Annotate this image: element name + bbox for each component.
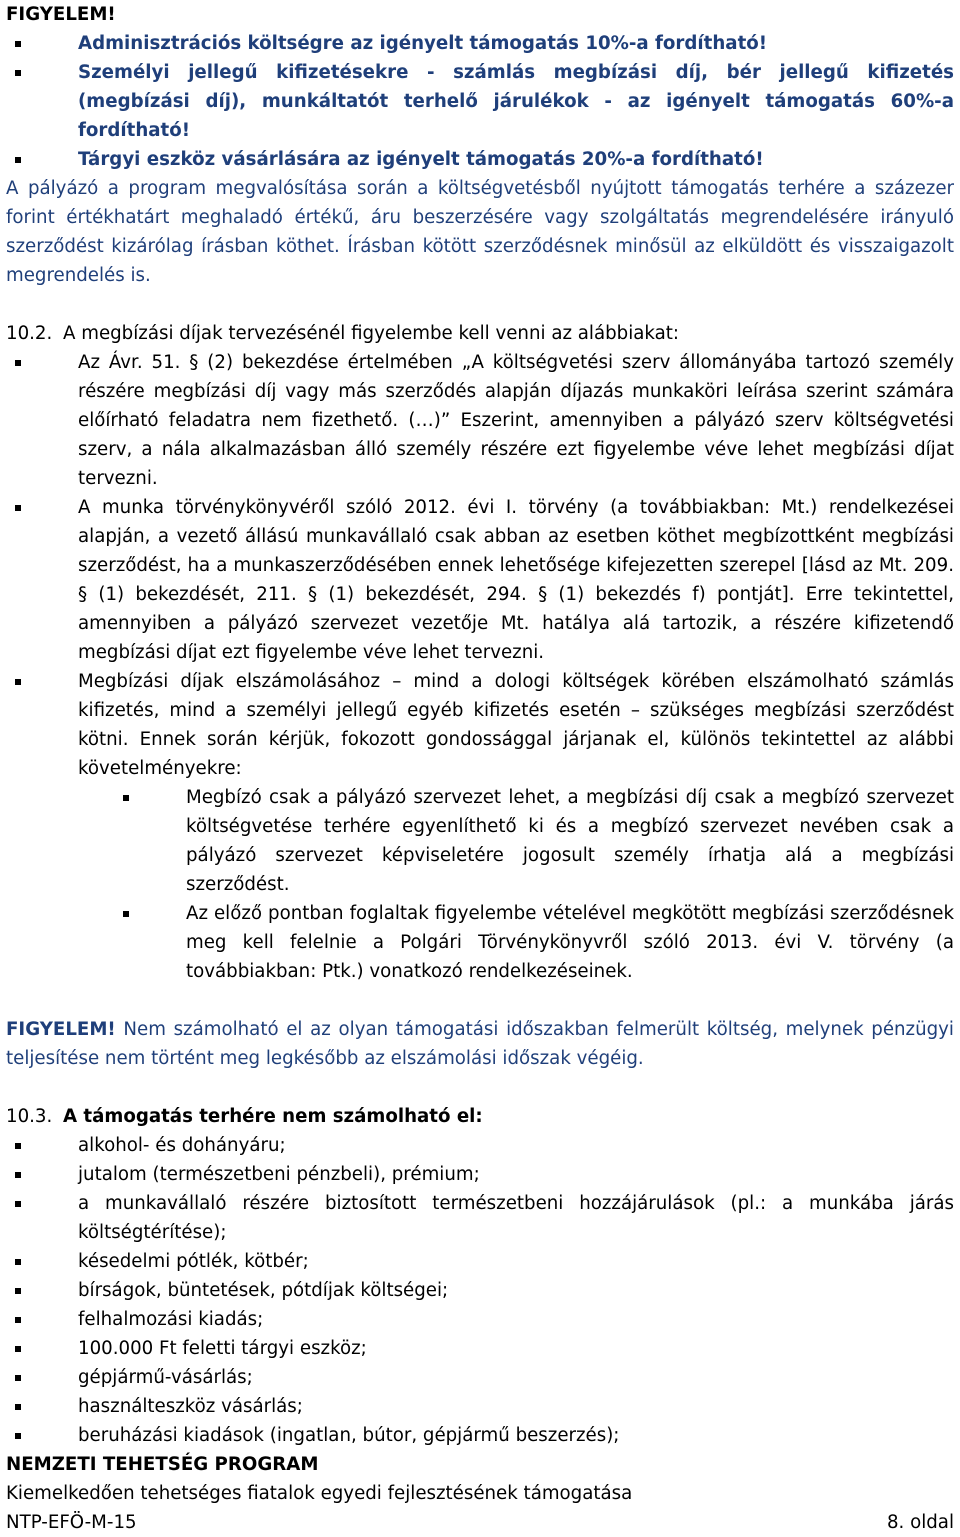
warning-item: Adminisztrációs költségre az igényelt támogatás 10%-a fordítható! [6, 29, 954, 58]
bullet-icon [6, 1421, 78, 1450]
bullet-icon [114, 899, 186, 928]
bullet-icon [6, 348, 78, 377]
section-title: A támogatás terhére nem számolható el: [63, 1106, 483, 1127]
warning-item: Személyi jellegű kifizetésekre - számlás megbízási díj, bér jellegű kifizetés (megbízási díj), munkáltatót terhelő járulékok - az igényelt támogatás 60%-a fordítható! [6, 58, 954, 145]
bullet-icon [6, 1334, 78, 1363]
bullet-icon [6, 58, 78, 87]
warning-heading: FIGYELEM! [6, 4, 116, 25]
section-number: 10.2. [6, 323, 53, 344]
page-footer [6, 1450, 954, 1537]
bullet-icon [6, 1392, 78, 1421]
list-item: A munka törvénykönyvéről szóló 2012. évi I. törvény (a továbbiakban: Mt.) rendelkezései alapján, a vezető állású munkavállaló csak abban az esetben köthet megbízottként megbízási szerződést, ha a munkaszerződésében ennek lehetősége kifejezetten szerepel [lásd az Mt. 209. § (1) bekezdését, 211. § (1) bekezdését, 294. § (1) bekezdés f) pontját]. Erre tekintettel, amennyiben a pályázó szervezet vezetője Mt. hatálya alá tartozik, a részére kifizetendő megbízási díjat ezt figyelembe véve lehet tervezni. [6, 493, 954, 667]
list-item: Az Ávr. 51. § (2) bekezdése értelmében „A költségvetési szerv állományába tartozó személy részére megbízási díj vagy más szerződés alapján díjazás munkaköri leírása szerint számára előírható feladatra nem fizethető. (…)” Eszerint, amennyiben a pályázó szerv költségvetési szerv, a nála alkalmazásban álló személy részére ezt figyelembe véve lehet megbízási díjat tervezni. [6, 348, 954, 493]
bullet-icon [6, 667, 78, 696]
footer-program: NEMZETI TEHETSÉG PROGRAM [6, 1454, 319, 1475]
bullet-icon [6, 145, 78, 174]
list-item: Megbízási díjak elszámolásához – mind a dologi költségek körében elszámolható számlás kifizetés, mind a személyi jellegű egyéb kifizetés esetén – szükséges megbízási szerződést kötni. Ennek során kérjük, fokozott gondossággal járjanak el, különös tekintettel az alábbi követelményekre: [6, 667, 954, 783]
list-item: használteszköz vásárlás; [6, 1392, 954, 1421]
bullet-icon [114, 783, 186, 812]
contract-paragraph: A pályázó a program megvalósítása során a költségvetésből nyújtott támogatás terhére a százezer forint értékhatárt meghaladó értékű, áru beszerzésére vagy szolgáltatás megrendelésére irányuló szerződést kizárólag írásban köthet. Írásban kötött szerződésnek minősül az elküldött és visszaigazolt megrendelés is. [6, 178, 954, 286]
bullet-icon [6, 1247, 78, 1276]
list-item: bírságok, büntetések, pótdíjak költségei; [6, 1276, 954, 1305]
list-item: alkohol- és dohányáru; [6, 1131, 954, 1160]
footer-code: NTP-EFÖ-M-15 [6, 1512, 137, 1533]
page-number: 8. oldal [886, 1512, 954, 1533]
warning-text: Nem számolható el az olyan támogatási időszakban felmerült költség, melynek pénzügyi teljesítése nem történt meg legkésőbb az elszámolási időszak végéig. [6, 1019, 954, 1069]
list-item: késedelmi pótlék, kötbér; [6, 1247, 954, 1276]
sub-list-item: Az előző pontban foglaltak figyelembe vételével megkötött megbízási szerződésnek meg kell felelnie a Polgári Törvénykönyvről szóló 2013. évi V. törvény (a továbbiakban: Ptk.) vonatkozó rendelkezéseinek. [6, 899, 954, 986]
footer-subtitle: Kiemelkedően tehetséges fiatalok egyedi fejlesztésének támogatása [6, 1483, 633, 1504]
warning-label: FIGYELEM! [6, 1019, 116, 1040]
list-item: felhalmozási kiadás; [6, 1305, 954, 1334]
warning-item: Tárgyi eszköz vásárlására az igényelt támogatás 20%-a fordítható! [6, 145, 954, 174]
section-title: A megbízási díjak tervezésénél figyelembe kell venni az alábbiakat: [63, 323, 680, 344]
section-10-2-heading [6, 319, 954, 348]
list-item: a munkavállaló részére biztosított természetbeni hozzájárulások (pl.: a munkába járás költségtérítése); [6, 1189, 954, 1247]
bullet-icon [6, 1305, 78, 1334]
bullet-icon [6, 1276, 78, 1305]
bullet-icon [6, 1160, 78, 1189]
warning-paragraph [6, 1015, 954, 1073]
bullet-icon [6, 1131, 78, 1160]
sub-list-item: Megbízó csak a pályázó szervezet lehet, a megbízási díj csak a megbízó szervezet költségvetése terhére egyenlíthető ki és a megbízó szervezet nevében csak a pályázó szervezet képviseletére jogosult személy írhatja alá a megbízási szerződést. [6, 783, 954, 899]
list-item: 100.000 Ft feletti tárgyi eszköz; [6, 1334, 954, 1363]
bullet-icon [6, 1189, 78, 1218]
bullet-icon [6, 493, 78, 522]
bullet-icon [6, 1363, 78, 1392]
list-item: beruházási kiadások (ingatlan, bútor, gépjármű beszerzés); [6, 1421, 954, 1450]
list-item: jutalom (természetbeni pénzbeli), prémium; [6, 1160, 954, 1189]
list-item: gépjármű-vásárlás; [6, 1363, 954, 1392]
bullet-icon [6, 29, 78, 58]
section-10-3-heading [6, 1102, 954, 1131]
document-page [6, 0, 954, 1537]
section-number: 10.3. [6, 1106, 53, 1127]
footer-row [6, 1508, 954, 1537]
